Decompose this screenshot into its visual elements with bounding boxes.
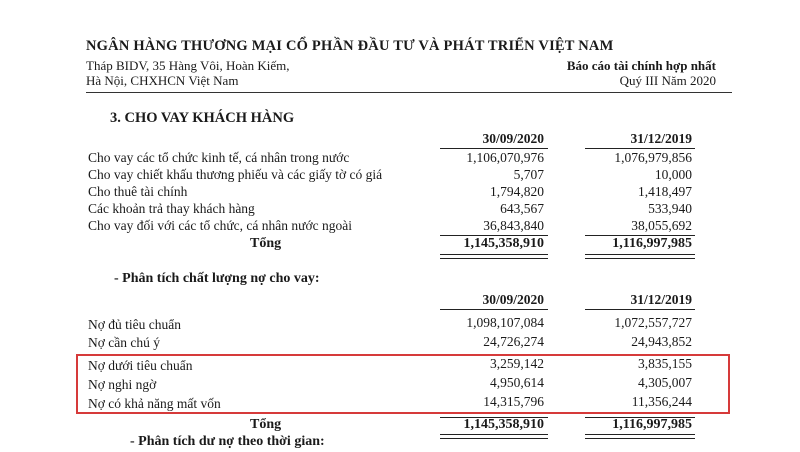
table-cell: 1,794,820 (490, 184, 544, 199)
table2-col-rule-1 (440, 309, 548, 310)
table-row-label: Cho vay chiết khấu thương phiếu và các giấy tờ có giá (88, 167, 383, 182)
table-row-label: Nợ cần chú ý (88, 335, 160, 350)
table-row-label: Nợ dưới tiêu chuẩn (88, 358, 193, 373)
table-cell: 4,305,007 (638, 375, 692, 390)
table-cell: 1,106,070,976 (466, 150, 544, 165)
table1-total-double-rule-2 (585, 254, 695, 259)
table1-col-rule-1 (440, 148, 548, 149)
table-cell: 24,726,274 (483, 334, 544, 349)
table1-total-1: 1,145,358,910 (463, 236, 544, 251)
bank-name: NGÂN HÀNG THƯƠNG MẠI CỔ PHẦN ĐẦU TƯ VÀ PHÁT TRIỂN VIỆT NAM (86, 38, 614, 54)
table2-total-2: 1,116,997,985 (612, 417, 692, 432)
table2-col-rule-2 (585, 309, 695, 310)
table-cell: 1,418,497 (638, 184, 692, 199)
table-row-label: Cho vay các tổ chức kinh tế, cá nhân trong nước (88, 150, 350, 165)
table-cell: 10,000 (654, 167, 692, 182)
table-row-label: Các khoản trả thay khách hàng (88, 201, 255, 216)
table-cell: 36,843,840 (483, 218, 544, 233)
table2-total-double-rule-2 (585, 434, 695, 439)
table2-col-header-1: 30/09/2020 (482, 292, 544, 307)
table-row-label: Nợ đủ tiêu chuẩn (88, 317, 181, 332)
table1-col-header-2: 31/12/2019 (630, 131, 692, 146)
highlight-box (76, 354, 730, 414)
table1-total-label: Tổng (250, 236, 282, 251)
table-cell: 3,835,155 (638, 356, 692, 371)
table-cell: 4,950,614 (490, 375, 544, 390)
table-cell: 5,707 (513, 167, 544, 182)
table-cell: 533,940 (648, 201, 692, 216)
table-cell: 1,072,557,727 (614, 315, 692, 330)
table2-col-header-2: 31/12/2019 (630, 292, 692, 307)
table1-total-double-rule-1 (440, 254, 548, 259)
header-divider (86, 92, 732, 93)
table-row-label: Cho thuê tài chính (88, 184, 188, 199)
table-row-label: Cho vay đối với các tổ chức, cá nhân nước ngoài (88, 218, 352, 233)
address-line-2: Hà Nội, CHXHCN Việt Nam (86, 73, 239, 88)
table-cell: 24,943,852 (631, 334, 692, 349)
report-period: Quý III Năm 2020 (619, 73, 716, 88)
table1-col-header-1: 30/09/2020 (482, 131, 544, 146)
address-line-1: Tháp BIDV, 35 Hàng Vôi, Hoàn Kiếm, (86, 58, 290, 73)
table1-col-rule-2 (585, 148, 695, 149)
table-cell: 3,259,142 (490, 356, 544, 371)
table-cell: 14,315,796 (483, 394, 544, 409)
table-cell: 38,055,692 (631, 218, 692, 233)
table-row-label: Nợ có khả năng mất vốn (88, 396, 221, 411)
table2-subtitle: - Phân tích chất lượng nợ cho vay: (114, 271, 320, 286)
table1-total-2: 1,116,997,985 (612, 236, 692, 251)
next-section-subtitle: - Phân tích dư nợ theo thời gian: (130, 434, 325, 449)
table2-total-1: 1,145,358,910 (463, 417, 544, 432)
table-cell: 1,098,107,084 (466, 315, 544, 330)
table-cell: 11,356,244 (631, 394, 692, 409)
section-title: 3. CHO VAY KHÁCH HÀNG (110, 110, 295, 126)
table-row-label: Nợ nghi ngờ (88, 377, 157, 392)
table2-total-double-rule-1 (440, 434, 548, 439)
report-title: Báo cáo tài chính hợp nhất (566, 58, 716, 73)
table2-total-label: Tổng (250, 417, 282, 432)
table-cell: 643,567 (500, 201, 544, 216)
table-cell: 1,076,979,856 (614, 150, 692, 165)
